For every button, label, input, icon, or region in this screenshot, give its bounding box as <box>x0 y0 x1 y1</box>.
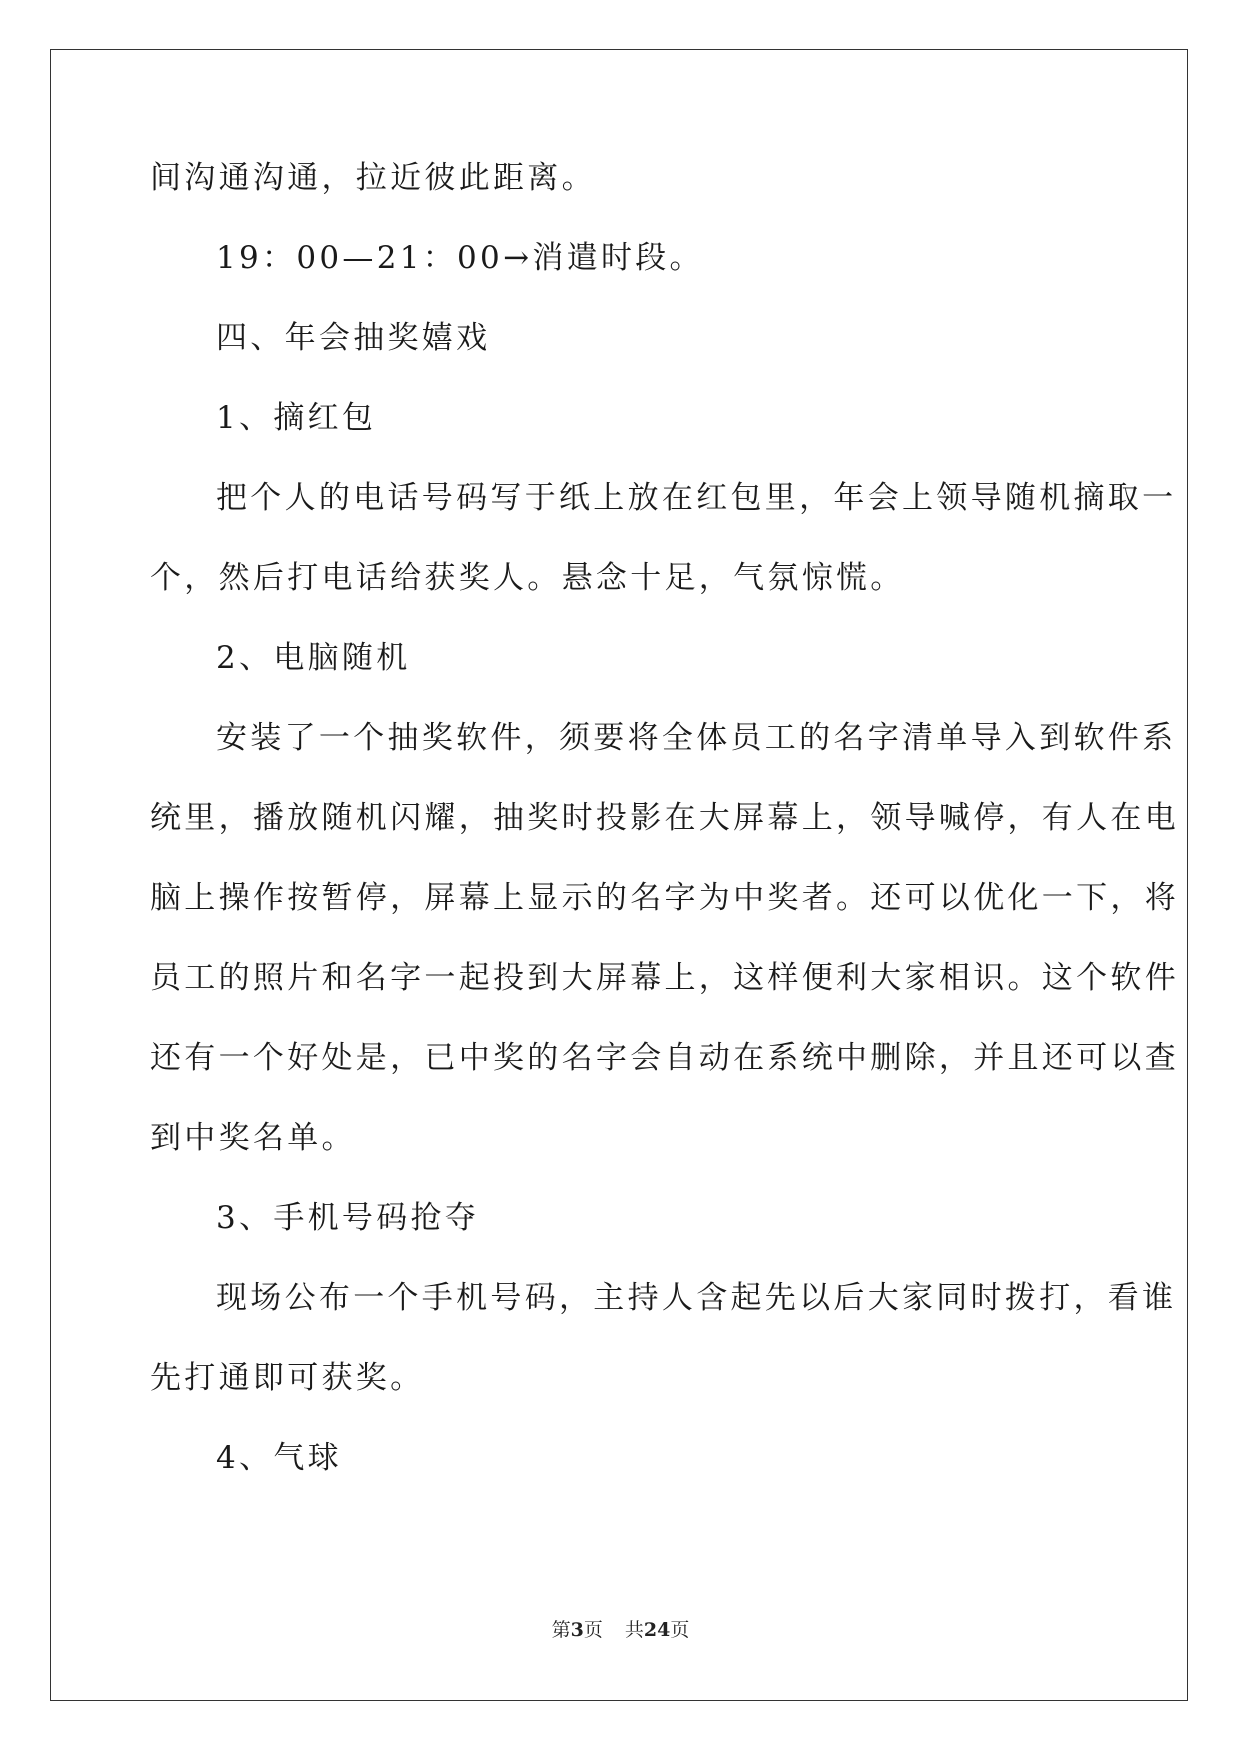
paragraph-line: 还有一个好处是，已中奖的名字会自动在系统中删除，并且还可以查 <box>150 1040 1179 1076</box>
subsection-heading: 1、摘红包 <box>216 400 377 436</box>
paragraph-line: 个，然后打电话给获奖人。悬念十足，气氛惊慌。 <box>150 560 905 596</box>
subsection-heading: 3、手机号码抢夺 <box>216 1200 480 1236</box>
paragraph-line: 员工的照片和名字一起投到大屏幕上，这样便利大家相识。这个软件 <box>150 960 1179 996</box>
paragraph-line: 安装了一个抽奖软件，须要将全体员工的名字清单导入到软件系 <box>216 720 1177 756</box>
current-page-number: 3 <box>570 1619 584 1641</box>
subsection-heading: 2、电脑随机 <box>216 640 411 676</box>
total-pages-suffix: 页 <box>670 1619 690 1641</box>
total-page-count: 24 <box>643 1619 671 1641</box>
total-pages-prefix: 共 <box>624 1619 644 1641</box>
paragraph-line: 把个人的电话号码写于纸上放在红包里，年会上领导随机摘取一 <box>216 480 1177 516</box>
document-body <box>150 158 1179 1479</box>
paragraph-line: 到中奖名单。 <box>150 1120 356 1156</box>
paragraph-line: 间沟通沟通，拉近彼此距离。 <box>150 160 596 196</box>
paragraph-line: 统里，播放随机闪耀，抽奖时投影在大屏幕上，领导喊停，有人在电 <box>150 800 1179 836</box>
subsection-heading: 4、气球 <box>216 1440 342 1476</box>
page-number-suffix: 页 <box>583 1619 603 1641</box>
paragraph-line: 先打通即可获奖。 <box>150 1360 425 1396</box>
paragraph-line: 19：00—21：00→消遣时段。 <box>216 240 704 276</box>
paragraph-line: 现场公布一个手机号码，主持人含起先以后大家同时拨打，看谁 <box>216 1280 1177 1316</box>
page-number-prefix: 第 <box>551 1619 571 1641</box>
paragraph-line: 脑上操作按暂停，屏幕上显示的名字为中奖者。还可以优化一下，将 <box>150 880 1179 916</box>
page-footer <box>0 1618 1241 1642</box>
section-heading: 四、年会抽奖嬉戏 <box>216 320 491 356</box>
